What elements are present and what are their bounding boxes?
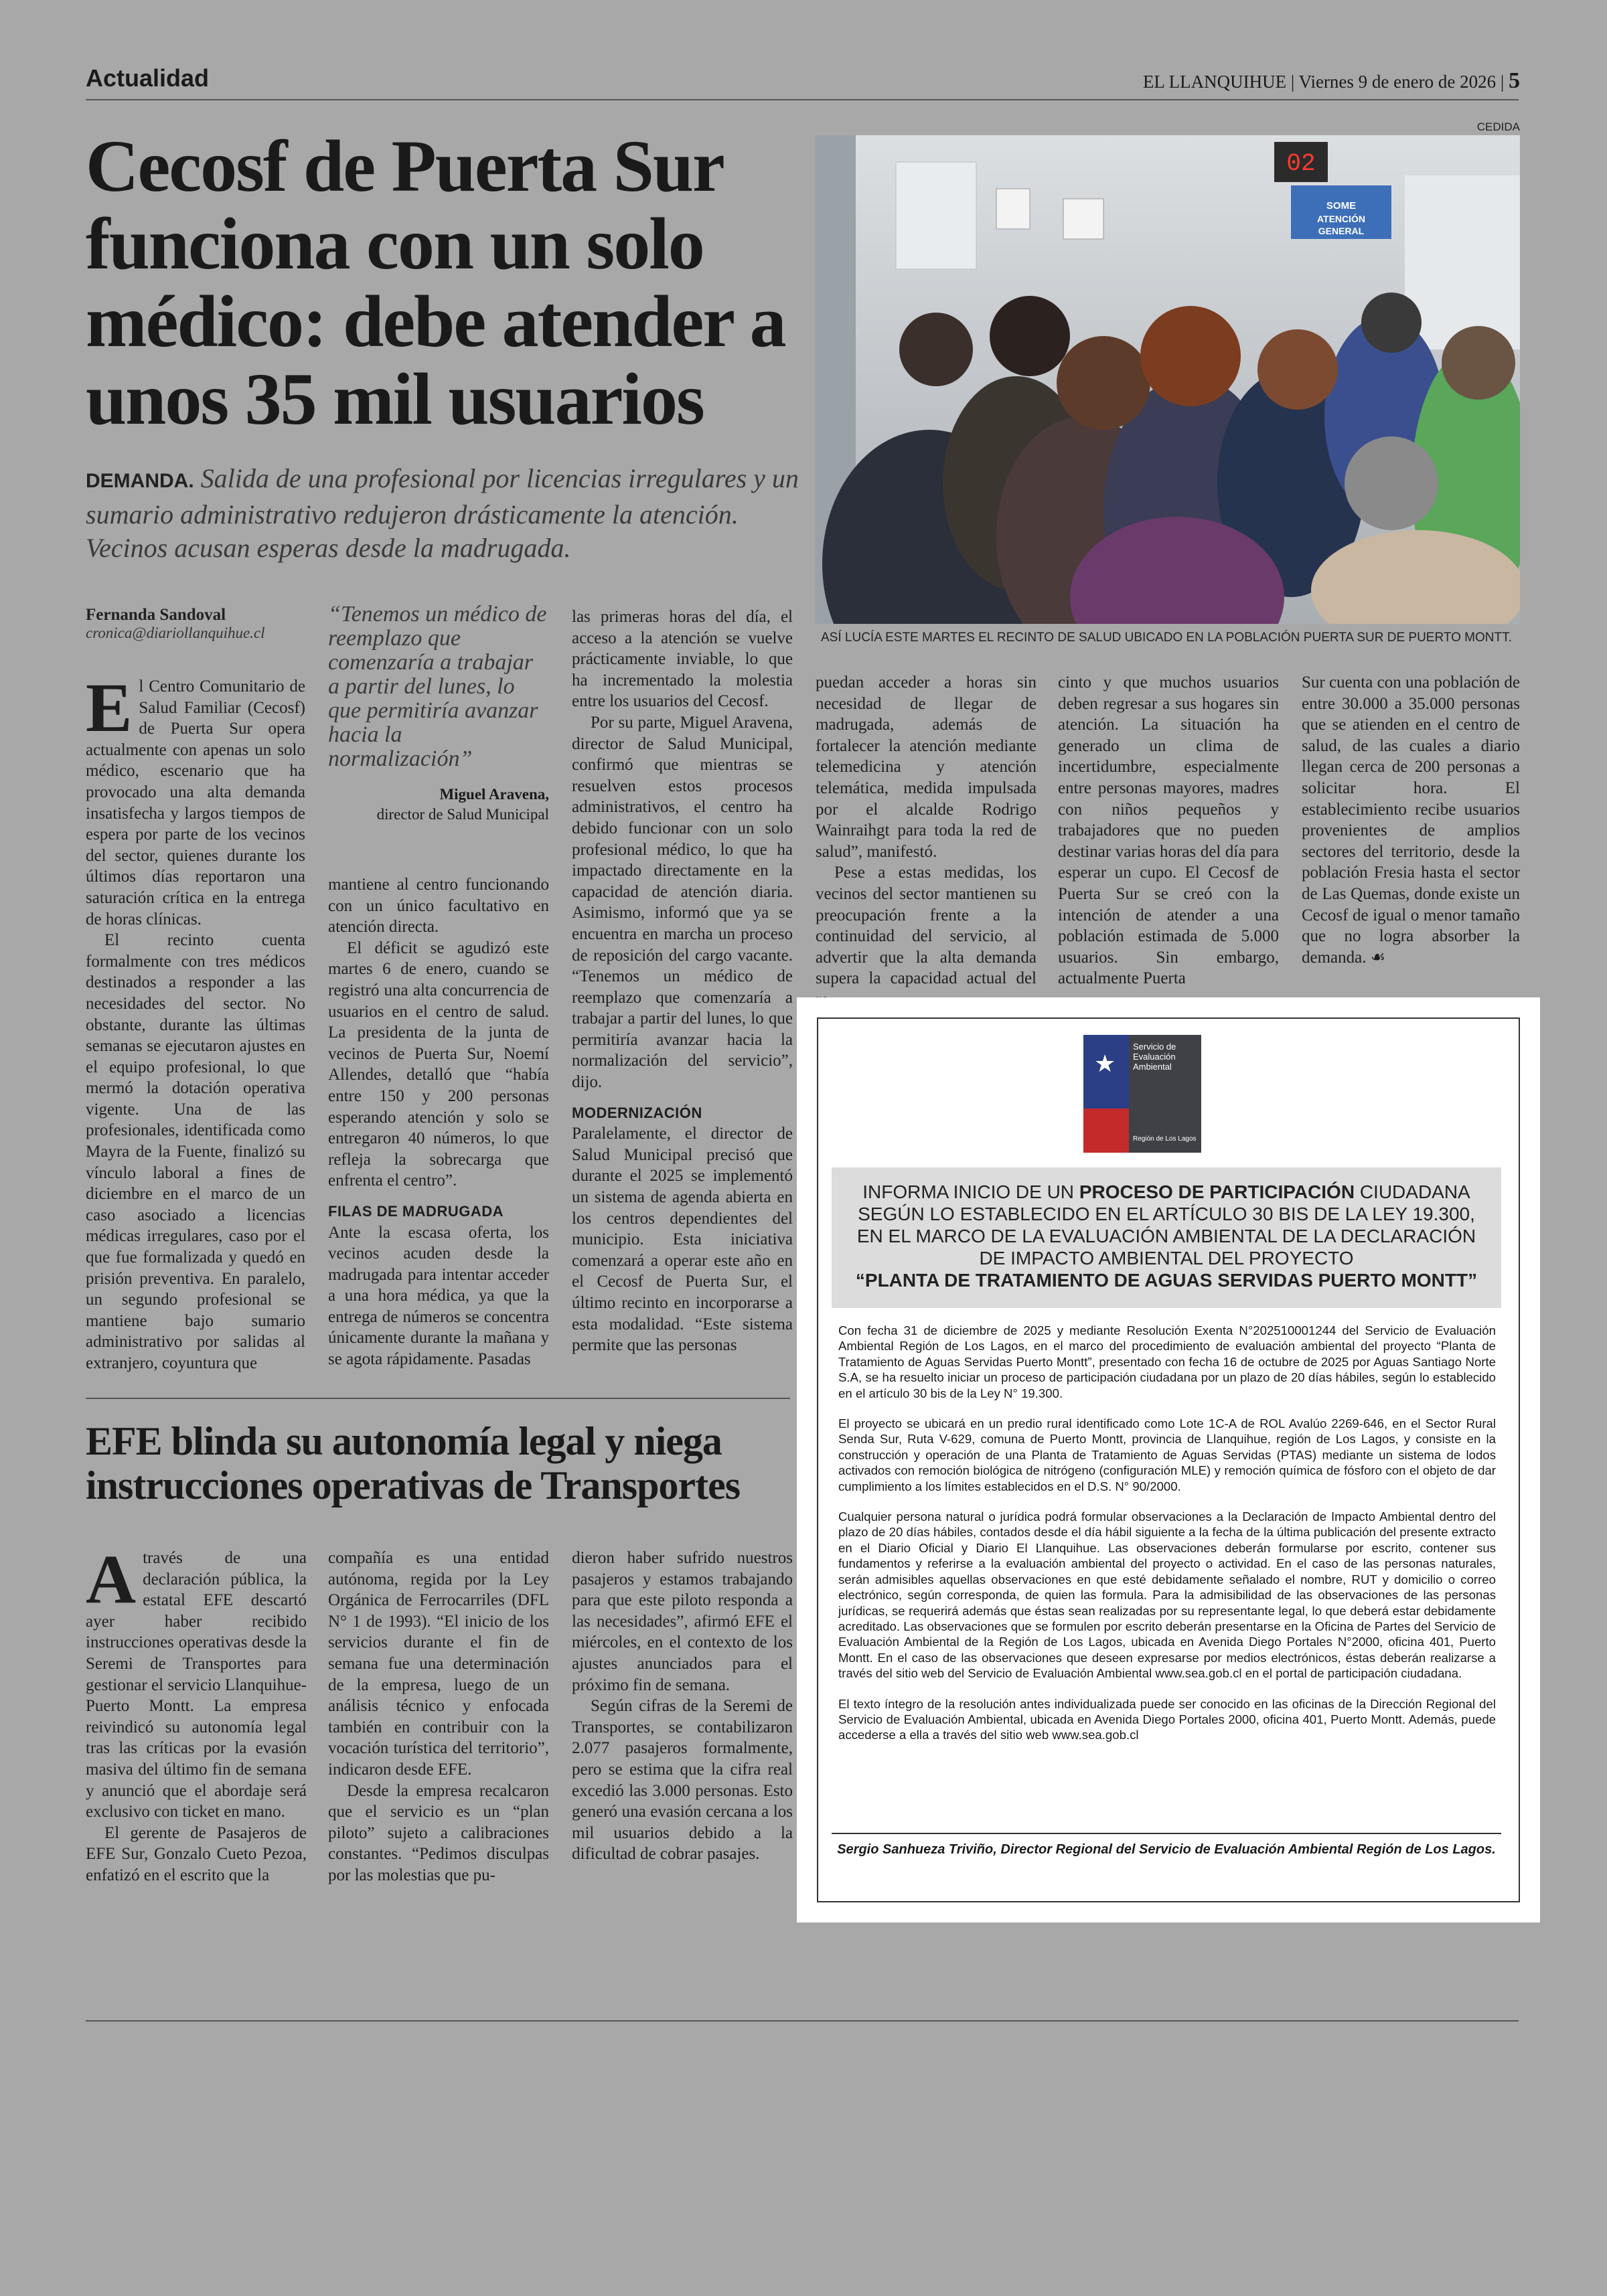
ad-body <box>838 1323 1496 1758</box>
masthead <box>1143 68 1520 94</box>
public-notice-ad <box>797 997 1540 1922</box>
section-divider <box>86 1398 790 1399</box>
ad-paragraph: El texto íntegro de la resolución antes individualizada puede ser conocido en las oficinas de la Dirección Regional del Servicio de Evaluación Ambiental, ubicada en Avenida Diego Portales 2000, oficina 401, Puerto Montt. Además, puede accederse a ella a través del sitio web www.sea.gob.cl <box>838 1696 1496 1742</box>
article1-column-5 <box>1058 672 1279 989</box>
logo-red-band <box>1083 1109 1129 1153</box>
paragraph: El déficit se agudizó este martes 6 de enero, cuando se registró una alta concurrencia de usuarios en el centro de salud. La presidenta de la junta de vecinos de Puerta Sur, Noemí Allendes, detalló que “había entre 150 y 200 personas esperando atención y solo se entregaron 40 números, lo que refleja la sobrecarga que enfrenta el centro”. <box>328 938 549 1190</box>
paragraph: cinto y que muchos usuarios deben regresar a sus hogares sin atención. La situación ha generado un clima de incertidumbre, especialmente entre personas mayores, madres con niños pequeños y trabajadores que no pueden destinar varias horas del día para esperar un cupo. El Cecosf de Puerta Sur se creó con la intención de atender a una población estimada de 5.000 usuarios. Sin embargo, actualmente Puerta <box>1058 673 1279 988</box>
subhead: FILAS DE MADRUGADA <box>328 1202 504 1220</box>
article2-column-3 <box>572 1548 793 1865</box>
pull-quote: “Tenemos un médico de reemplazo que comenzaría a trabajar a partir del lunes, lo que permitiría avanzar hacia la normalización” <box>328 602 547 771</box>
lede-text: Salida de una profesional por licencias irregulares y un sumario administrativo redujeron drásticamente la atención. Vecinos acusan esperas desde la madrugada. <box>86 463 799 563</box>
quote-name: Miguel Aravena, <box>439 786 549 803</box>
section-label: Actualidad <box>86 64 210 92</box>
ad-title-line: SEGÚN LO ESTABLECIDO EN EL ARTÍCULO 30 BIS DE LA LEY 19.300, <box>858 1204 1475 1224</box>
ad-project-name: “PLANTA DE TRATAMIENTO DE AGUAS SERVIDAS PUERTO MONTT” <box>855 1270 1478 1291</box>
queue-counter: 02 <box>1286 150 1316 177</box>
end-mark: ☙ <box>1370 948 1386 967</box>
photo-credit: CEDIDA <box>1476 120 1520 133</box>
paragraph: Paralelamente, el director de Salud Municipal precisó que durante el 2025 se implementó un sistema de agenda abierta en los centros dependientes del municipio. Esta iniciativa comenzará a operar este año en el Cecosf de Puerta Sur, el último recinto en incorporarse a esta modalidad. “Este sistema permite que las personas <box>572 1125 793 1355</box>
article1-column-1 <box>86 669 305 1374</box>
article-lede <box>86 462 802 565</box>
paragraph: través de una declaración pública, la estatal EFE descartó ayer haber recibido instrucciones operativas desde la Seremi de Transportes para gestionar el servicio Llanquihue-Puerto Montt. La empresa reivindicó su autonomía legal tras las críticas por la evasión masiva del último fin de semana y anunció que el abordaje será exclusivo con ticket en mano. <box>86 1549 307 1821</box>
separator: | <box>1500 72 1505 92</box>
paper-name: EL LLANQUIHUE <box>1142 72 1287 92</box>
page-number: 5 <box>1509 68 1520 93</box>
star-icon: ★ <box>1094 1050 1116 1077</box>
ad-title-line: DE IMPACTO AMBIENTAL DEL PROYECTO <box>979 1248 1354 1268</box>
lede-kicker: DEMANDA. <box>86 470 194 492</box>
signature-rule <box>832 1833 1501 1834</box>
author-name: Fernanda Sandoval <box>86 606 226 624</box>
paragraph: Ante la escasa oferta, los vecinos acuden desde la madrugada para intentar acceder a una hora médica, ya que la entrega de números se concentra únicamente durante la mañana y se agota rápidamente. Pasadas <box>328 1223 549 1369</box>
separator: | <box>1290 72 1295 92</box>
article-photo <box>816 135 1520 624</box>
byline <box>86 606 300 642</box>
ad-title: INFORMA INICIO DE UN PROCESO DE PARTICIPACIÓN CIUDADANA SEGÚN LO ESTABLECIDO EN EL ARTÍCULO 30 BIS DE LA LEY 19.300, EN EL MARCO DE LA EVALUACIÓN AMBIENTAL DE LA DECLARACIÓN DE IMPACTO AMBIENTAL DEL PROYECTO “PLANTA DE TRATAMIENTO DE AGUAS SERVIDAS PUERTO MONTT” <box>832 1167 1501 1308</box>
subhead: MODERNIZACIÓN <box>572 1104 702 1121</box>
header-rule <box>86 99 1519 100</box>
svg-text:ATENCIÓN: ATENCIÓN <box>1316 214 1366 224</box>
ad-paragraph: Con fecha 31 de diciembre de 2025 y mediante Resolución Exenta N°202510001244 del Servicio de Evaluación Ambiental Región de Los Lagos, en el marco del procedimiento de evaluación ambiental del proyecto “Planta de Tratamiento de Aguas Servidas Puerto Montt”, presentado con fecha 16 de octubre de 2025 por Aguas Santiago Norte S.A, se ha resuelto iniciar un proceso de participación ciudadana por un plazo de 20 días hábiles, según lo establecido en el artículo 30 bis de la Ley N° 19.300. <box>838 1323 1496 1400</box>
paragraph: l Centro Comunitario de Salud Familiar (Cecosf) de Puerta Sur opera actualmente con apenas un solo médico, escenario que ha provocado una alta demanda insatisfecha y largos tiempos de espera por parte de los vecinos del sector, quienes durante los últimos días reportaron una saturación crítica en la entrega de horas clínicas. <box>86 677 305 928</box>
article2-column-1 <box>86 1541 307 1886</box>
svg-text:GENERAL: GENERAL <box>1318 226 1365 236</box>
paragraph: puedan acceder a horas sin necesidad de llegar de madrugada, además de fortalecer la atención mediante telemedicina y atención telemática, medida impulsada por el alcalde Rodrigo Wainraihgt para toda la red de salud”, manifestó. <box>816 673 1037 861</box>
article1-column-2 <box>328 874 549 1370</box>
article2-column-2 <box>328 1548 549 1886</box>
paragraph: mantiene al centro funcionando con un único facultativo en atención directa. <box>328 876 549 936</box>
paragraph: Sur cuenta con una población de entre 30.000 a 35.000 personas que se atienden en el centro de salud, de las cuales a diario llegan cerca de 200 personas a solicitar hora. El establecimiento recibe usuarios provenientes de amplios sectores del territorio, desde la población Fresia hasta el sector de Las Quemas, donde existe un Cecosf de igual o menor tamaño que no logra absorber la demanda. <box>1302 673 1520 967</box>
drop-cap: E <box>86 669 133 746</box>
ad-title-line: EN EL MARCO DE LA EVALUACIÓN AMBIENTAL DE LA DECLARACIÓN <box>856 1226 1476 1246</box>
paragraph: dieron haber sufrido nuestros pasajeros y estamos trabajando para que este piloto responda a las necesidades”, afirmó EFE el miércoles, en el contexto de los ajustes anunciados para el próximo fin de semana. <box>572 1549 793 1694</box>
paragraph: las primeras horas del día, el acceso a la atención se vuelve prácticamente inviable, lo que ha incrementado la molestia entre los usuarios del Cecosf. <box>572 608 793 711</box>
logo-region: Región de Los Lagos <box>1133 1135 1197 1143</box>
article-headline: Cecosf de Puerta Sur funciona con un solo médico: debe atender a unos 35 mil usuarios <box>86 125 785 440</box>
sea-logo <box>1083 1035 1201 1153</box>
paragraph: Por su parte, Miguel Aravena, director de Salud Municipal, confirmó que mientras se resuelven estos procesos administrativos, el centro ha debido funcionar con un solo profesional médico, lo que ha impactado directamente en la capacidad de atención diaria. Asimismo, informó que ya se encuentra en marcha un proceso de reposición del cargo vacante. “Tenemos un médico de reemplazo que comenzaría a trabajar a partir del lunes, lo que permitiría avanzar hacia la normalización del servicio”, dijo. <box>572 713 793 1092</box>
paragraph: Pese a estas medidas, los vecinos del sector mantienen su preocupación frente a la continuidad del servicio, al advertir que la alta demanda supera la capacidad actual del <box>816 864 1037 988</box>
author-email: cronica@diariollanquihue.cl <box>86 625 265 641</box>
issue-date: Viernes 9 de enero de 2026 <box>1298 72 1497 92</box>
ad-paragraph: El proyecto se ubicará en un predio rural identificado como Lote 1C-A de ROL Avalúo 2269-646, en el Sector Rural Senda Sur, Ruta V-629, comuna de Puerto Montt, provincia de Llanquihue, región de Los Lagos, y consiste en la construcción y operación de una Planta de Tratamiento de Aguas Servidas (PTAS) mediante un sistema de lodos activados con remoción biológica de nitrógeno (configuración MLE) y remoción química de fósforo con el objeto de dar cumplimiento a los límites establecidos en el D.S. N° 90/2000. <box>838 1416 1496 1493</box>
paragraph: compañía es una entidad autónoma, regida por la Ley Orgánica de Ferrocarriles (DFL N° 1 de 1993). “El inicio de los servicios durante el fin de semana fue una determinación de la empresa, luego de un análisis técnico y enfocada también en contribuir con la vocación turística del territorio”, indicaron desde EFE. <box>328 1549 549 1779</box>
paragraph: Desde la empresa recalcaron que el servicio es un “plan piloto” sujeto a calibraciones constantes. “Pedimos disculpas por las molestias que pu- <box>328 1781 549 1884</box>
paragraph: Según cifras de la Seremi de Transportes, se contabilizaron 2.077 pasajeros formalmente, pero se estima que la cifra real excedió las 3.000 personas. Esto generó una evasión cercana a los mil usuarios debido a la dificultad de cobrar pasajes. <box>572 1697 793 1864</box>
article1-column-6 <box>1302 672 1520 968</box>
quote-role: director de Salud Municipal <box>376 806 549 823</box>
photo-caption: ASÍ LUCÍA ESTE MARTES EL RECINTO DE SALUD UBICADO EN LA POBLACIÓN PUERTA SUR DE PUERTO MONTT. <box>821 631 1512 645</box>
article1-column-3 <box>572 606 793 1356</box>
logo-org-name: Servicio de Evaluación Ambiental <box>1133 1042 1176 1072</box>
article1-column-4 <box>816 672 1037 1011</box>
paragraph: El gerente de Pasajeros de EFE Sur, Gonzalo Cueto Pezoa, enfatizó en el escrito que la <box>86 1823 307 1884</box>
ad-paragraph: Cualquier persona natural o jurídica podrá formular observaciones a la Declaración de Impacto Ambiental dentro del plazo de 20 días hábiles, contados desde el día hábil siguiente a la fecha de la última publicación del presente extracto en el Diario Oficial y Diario El Llanquihue. Las observaciones deberán formularse por escrito, contener sus fundamentos y referirse a la evaluación ambiental del proyecto o actividad. En el caso de las personas naturales, serán admisibles aquellas observaciones en que esté debidamente señalado el nombre, RUT y domicilio o correo electrónico, según corresponda, de quien las formula. Para la admisibilidad de las observaciones de las personas jurídicas, se requerirá además que éstas sean realizadas por su representante legal, lo que deberá estar debidamente acreditado. Las observaciones que se formulen por escrito deberán presentarse en la Oficina de Partes del Servicio de Evaluación Ambiental de la Región de Los Lagos, ubicada en Avenida Diego Portales N°2000, oficina 401, Puerto Montt. En el caso de las observaciones que deseen expresarse por medios electrónicos, éstas deberán realizarse a través del sitio web del Servicio de Evaluación Ambiental www.sea.gob.cl en el portal de participación ciudadana. <box>838 1509 1496 1681</box>
ad-signature: Sergio Sanhueza Triviño, Director Regional del Servicio de Evaluación Ambiental Región de Los Lagos. <box>837 1842 1496 1857</box>
photo-illustration <box>816 135 1520 624</box>
paragraph: El recinto cuenta formalmente con tres médicos destinados a responder a las necesidades del sector. No obstante, durante las últimas semanas se ejecutaron ajustes en el equipo profesional, lo que mermó la dotación operativa vigente. Una de las profesionales, identificada como Mayra de la Fuente, finalizó su vínculo laboral a fines de diciembre en el marco de un caso asociado a licencias médicas irregulares, caso por el que fue formalizada y quedó en prisión preventiva. En paralelo, un segundo profesional se mantiene bajo sumario administrativo por salidas al extranjero, coyuntura que <box>86 931 305 1372</box>
footer-rule <box>86 2020 1519 2022</box>
quote-attribution <box>328 785 549 825</box>
drop-cap: A <box>86 1541 137 1618</box>
article2-headline: EFE blinda su autonomía legal y niega instrucciones operativas de Transportes <box>86 1419 741 1507</box>
room-sign: SOME <box>1326 200 1357 212</box>
